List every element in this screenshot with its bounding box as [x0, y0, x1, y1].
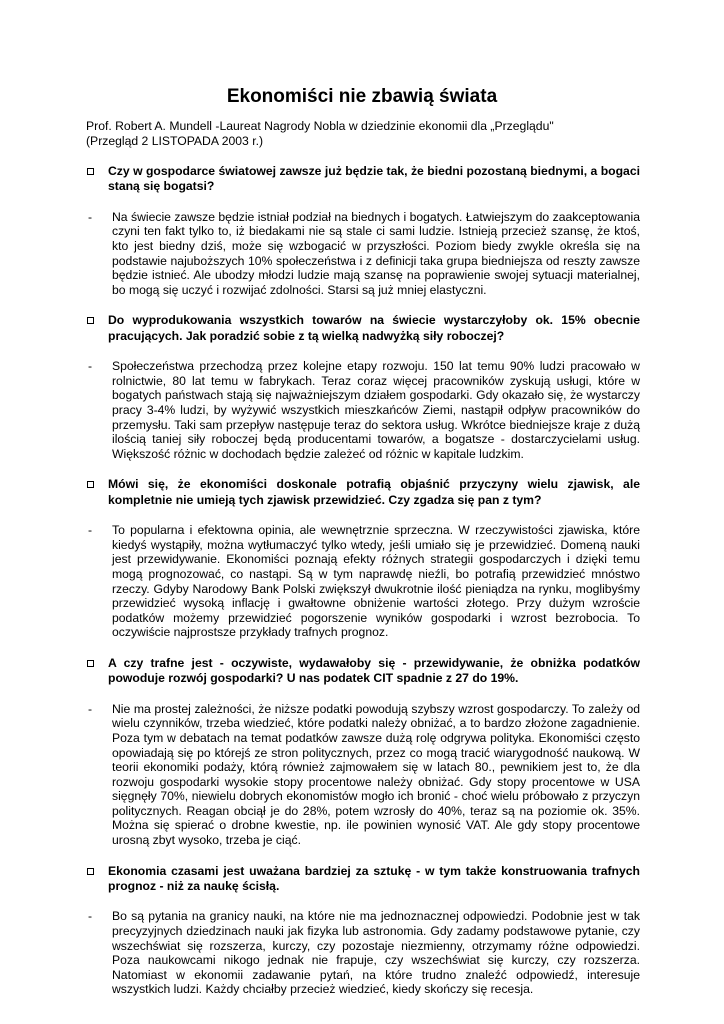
question — [86, 656, 640, 687]
article-title: Ekonomiści nie zbawią świata — [226, 86, 498, 107]
dash-bullet-icon: - — [88, 701, 93, 716]
answer — [86, 909, 640, 997]
qa-block-1 — [86, 164, 640, 297]
dash-bullet-icon: - — [88, 523, 93, 538]
checkbox-bullet-icon — [87, 317, 94, 324]
question — [86, 864, 640, 895]
interview-content — [86, 164, 640, 1013]
checkbox-bullet-icon — [87, 481, 94, 488]
answer — [86, 702, 640, 848]
answer — [86, 523, 640, 640]
answer — [86, 210, 640, 298]
checkbox-bullet-icon — [87, 168, 94, 175]
byline-source: (Przegląd 2 LISTOPADA 2003 r.) — [86, 134, 264, 148]
qa-block-2 — [86, 313, 640, 461]
answer-text: Społeczeństwa przechodzą przez kolejne etapy rozwoju. 150 lat temu 90% ludzi pracowało w rolnictwie, 80 lat temu w fabrykach. Teraz coraz więcej pracowników zyskują usługi, które w bogatych państwach stają się najważniejszym działem gospodarki. Gdy okazało się, że wystarczy pracy 3-4% ludzi, by wyżywić wszystkich mieszkańców Ziemi, nastąpił odpływ pracowników do przemysłu. Taki sam przepływ następuje teraz do sektora usług. Wkrótce biedniejsze kraje z dużą ilością taniej siły roboczej będą producentami towarów, a bogatsze - dostarczycielami usług. Większość różnic w dochodach będzie zależeć od różnic w kapitale ludzkim. — [112, 359, 640, 461]
question — [86, 164, 640, 195]
qa-block-5 — [86, 864, 640, 997]
answer-text: To popularna i efektowna opinia, ale wewnętrznie sprzeczna. W rzeczywistości zjawiska, które kiedyś wystąpiły, można wytłumaczyć tylko wtedy, jeśli umiało się je przewidzieć. Domeną nauki jest przewidywanie. Ekonomiści poznają efekty różnych strategii gospodarczych i dzięki temu mogą prognozować, co nastąpi. Są w tym naprawdę nieźli, bo potrafią przewidzieć mnóstwo rzeczy. Gdyby Narodowy Bank Polski zwiększył dwukrotnie ilość pieniądza na rynku, moglibyśmy przewidzieć wysoką inflację i gwałtowne obniżenie wartości złotego. Przy dużym wzroście podatków możemy przewidzieć pogorszenie wyników gospodarki i wzrost bezrobocia. To oczywiście najprostsze przykłady trafnych prognoz. — [112, 523, 640, 640]
question — [86, 313, 640, 344]
answer-text: Na świecie zawsze będzie istniał podział na biednych i bogatych. Łatwiejszym do zaakceptowania czyni ten fakt tylko to, iż biedakami nie są stale ci sami ludzie. Istnieją przecież szansę, że ktoś, kto jest biedny dziś, może się wzbogacić w przyszłości. Poziom biedy zwykle określa się na podstawie najuboższych 10% społeczeństwa i z definicji taka grupa biedniejsza od reszty zawsze będzie istnieć. Ale ubodzy młodzi ludzie mają szansę na poprawienie swojej sytuacji materialnej, bo mogą się uczyć i rozwijać zdolności. Starsi są już mniej elastyczni. — [112, 209, 640, 297]
dash-bullet-icon: - — [88, 359, 93, 374]
question-text: Mówi się, że ekonomiści doskonale potrafią objaśnić przyczyny wielu zjawisk, ale kompletnie nie umieją tych zjawisk przewidzieć. Czy zgadza się pan z tym? — [108, 477, 640, 507]
checkbox-bullet-icon — [87, 868, 94, 875]
dash-bullet-icon: - — [88, 209, 93, 224]
dash-bullet-icon: - — [88, 909, 93, 924]
answer — [86, 359, 640, 461]
checkbox-bullet-icon — [87, 660, 94, 667]
question-text: Ekonomia czasami jest uważana bardziej za sztukę - w tym także konstruowania trafnych prognoz - niż za naukę ścisłą. — [108, 863, 640, 894]
question-text: A czy trafne jest - oczywiste, wydawałoby się - przewidywanie, że obniżka podatków powoduje rozwój gospodarki? U nas podatek CIT spadnie z 27 do 19%. — [108, 655, 640, 686]
answer-text: Nie ma prostej zależności, że niższe podatki powodują szybszy wzrost gospodarczy. To zależy od wielu czynników, trzeba wiedzieć, które podatki należy obniżać, a to bardzo złożone zagadnienie. Poza tym w debatach na temat podatków zawsze dużą rolę odgrywa polityka. Ekonomiści często opowiadają się po którejś ze stron politycznych, przez co mogą tracić wiarygodność naukową. W teorii ekonomiki podaży, którą również zajmowałem się w latach 80., pewnikiem jest to, że dla rozwoju gospodarki wysokie stopy procentowe należy obniżać. Gdy stopy procentowe w USA sięgnęły 70%, niewielu dobrych ekonomistów mogło ich bronić - choć wielu próbowało z przyczyn politycznych. Reagan obciął je do 28%, potem wzrosły do 40%, teraz są na poziomie ok. 35%. Można się spierać o drobne kwestie, np. ile powinien wynosić VAT. Ale gdy stopy procentowe urosną zbyt wysoko, trzeba je ciąć. — [112, 701, 640, 848]
qa-block-4 — [86, 656, 640, 848]
qa-block-3 — [86, 477, 640, 640]
byline-author: Prof. Robert A. Mundell -Laureat Nagrody Nobla w dziedzinie ekonomii dla „Przeglądu" — [86, 119, 554, 133]
question-text: Czy w gospodarce światowej zawsze już będzie tak, że biedni pozostaną biednymi, a bogaci staną się bogatsi? — [108, 164, 640, 194]
question — [86, 477, 640, 508]
byline — [86, 119, 646, 149]
answer-text: Bo są pytania na granicy nauki, na które nie ma jednoznacznej odpowiedzi. Podobnie jest w tak precyzyjnych dziedzinach nauki jak fizyka lub astronomia. Gdy zadamy podstawowe pytanie, czy wszechświat się rozszerza, kurczy, czy pozostaje niezmienny, otrzymamy różne odpowiedzi. Poza naukowcami nikogo jednak nie frapuje, czy wszechświat się kurczy, czy rozszerza. Natomiast w ekonomii zadawanie pytań, na które trudno znaleźć odpowiedź, interesuje wszystkich ludzi. Każdy chciałby przecież wiedzieć, kiedy skończy się recesja. — [112, 909, 640, 997]
question-text: Do wyprodukowania wszystkich towarów na świecie wystarczyłoby ok. 15% obecnie pracujących. Jak poradzić sobie z tą wielką nadwyżką siły roboczej? — [108, 313, 640, 343]
